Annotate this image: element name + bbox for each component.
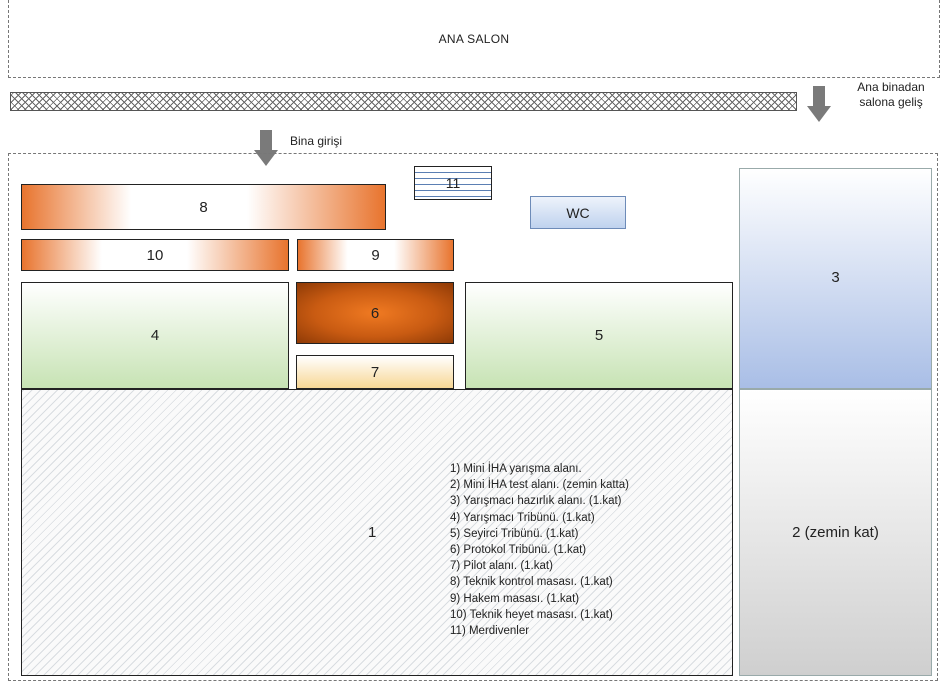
main-building-arrow-label-line2: salona geliş [859, 95, 923, 109]
legend-item: 11) Merdivenler [450, 625, 530, 638]
legend-item: 5) Seyirci Tribünü. (1.kat) [450, 527, 579, 540]
area-5-spectator-stand [465, 282, 733, 389]
main-hall-label: ANA SALON [438, 31, 510, 46]
area-1-label: 1 [368, 524, 377, 541]
area-2-label: 2 (zemin kat) [792, 524, 879, 541]
area-4-competitor-stand [21, 282, 289, 389]
area-3-label: 3 [831, 269, 840, 286]
main-building-arrow-label-line1: Ana binadan [857, 80, 925, 94]
building-entrance-label: Bina girişi [290, 134, 343, 148]
main-building-arrow-label [845, 80, 937, 110]
area-11-label: 11 [445, 175, 461, 191]
area-10-label: 10 [146, 246, 164, 264]
area-8-label: 8 [199, 198, 208, 216]
area-9-referee-table [297, 239, 454, 271]
area-11-stairs [414, 166, 492, 200]
area-6-protocol-stand [296, 282, 454, 344]
area-wc [530, 196, 626, 229]
area-6-label: 6 [370, 304, 380, 322]
legend-item: 10) Teknik heyet masası. (1.kat) [450, 608, 613, 621]
area-9-label: 9 [371, 246, 380, 264]
legend-item: 6) Protokol Tribünü. (1.kat) [450, 544, 587, 557]
wc-label: WC [566, 204, 590, 221]
area-10-technical-committee [21, 239, 289, 271]
area-2-test-field [739, 389, 932, 676]
area-8-technical-control [21, 184, 386, 230]
legend-item: 3) Yarışmacı hazırlık alanı. (1.kat) [450, 495, 622, 508]
legend [450, 461, 720, 639]
arrow-down-icon [807, 86, 831, 122]
area-5-label: 5 [594, 327, 604, 344]
area-3-preparation [739, 168, 932, 389]
legend-item: 2) Mini İHA test alanı. (zemin katta) [450, 479, 629, 492]
legend-item: 4) Yarışmacı Tribünü. (1.kat) [450, 511, 595, 524]
area-4-label: 4 [150, 327, 160, 344]
legend-item: 7) Pilot alanı. (1.kat) [450, 560, 553, 573]
area-7-label: 7 [370, 363, 380, 381]
corridor [10, 92, 797, 111]
legend-item: 1) Mini İHA yarışma alanı. [450, 463, 582, 475]
main-hall [8, 0, 940, 78]
legend-item: 8) Teknik kontrol masası. (1.kat) [450, 576, 613, 589]
legend-item: 9) Hakem masası. (1.kat) [450, 592, 580, 605]
area-7-pilot-area [296, 355, 454, 389]
